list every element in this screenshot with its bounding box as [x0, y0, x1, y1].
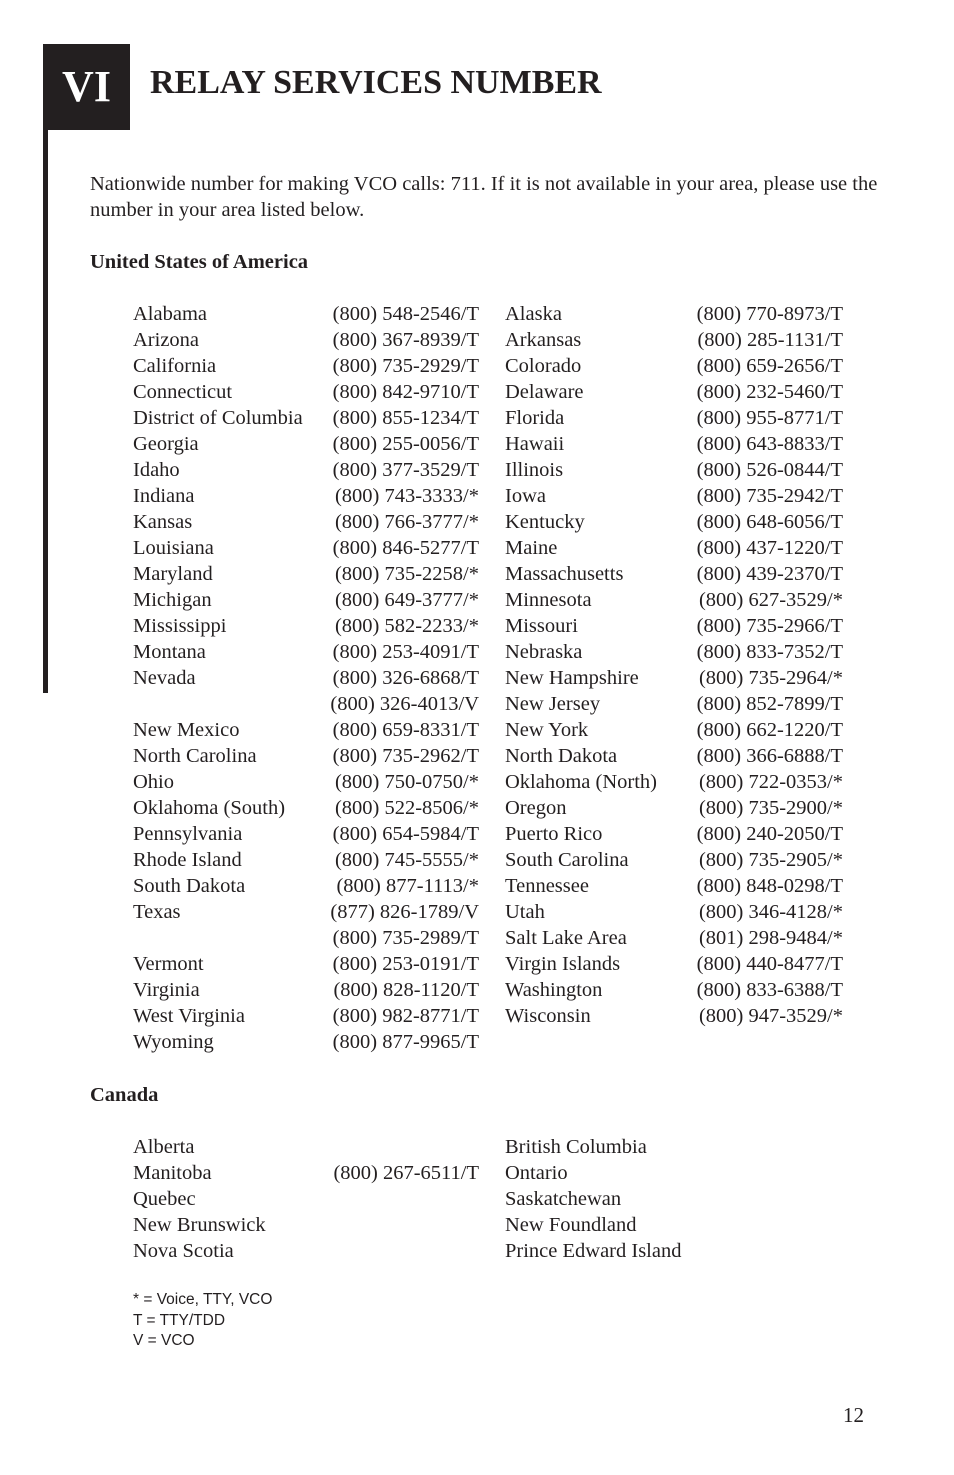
relay-number: (877) 826-1789/V: [330, 901, 479, 923]
relay-number: (800) 735-2258/*: [334, 563, 479, 585]
relay-number: (800) 750-0750/*: [334, 771, 479, 793]
page-title: RELAY SERVICES NUMBER: [150, 64, 602, 101]
table-row: [0, 873, 954, 899]
state-name: Indiana: [133, 485, 195, 507]
state-name: Colorado: [505, 355, 582, 377]
state-name: Wyoming: [133, 1031, 214, 1053]
state-name: Tennessee: [505, 875, 589, 897]
state-name: Oregon: [505, 797, 567, 819]
relay-number: (800) 659-2656/T: [696, 355, 843, 377]
table-row: [0, 405, 954, 431]
intro-paragraph: Nationwide number for making VCO calls: 711. If it is not available in your area, please use the number in your area listed below.: [90, 173, 878, 221]
relay-number: (800) 526-0844/T: [696, 459, 843, 481]
relay-number: (800) 735-2964/*: [698, 667, 843, 689]
table-row: [0, 1186, 954, 1212]
relay-number: (800) 437-1220/T: [696, 537, 843, 559]
table-row: [0, 379, 954, 405]
relay-number: (800) 326-4013/V: [330, 693, 479, 715]
state-name: Rhode Island: [133, 849, 242, 871]
table-row: [0, 691, 954, 717]
table-row: [0, 821, 954, 847]
table-row: [0, 483, 954, 509]
table-row: [0, 1134, 954, 1160]
relay-number: (800) 846-5277/T: [332, 537, 479, 559]
relay-number: (800) 842-9710/T: [332, 381, 479, 403]
relay-number: (800) 947-3529/*: [698, 1005, 843, 1027]
relay-number: (800) 326-6868/T: [332, 667, 479, 689]
state-name: Washington: [505, 979, 603, 1001]
state-name: Mississippi: [133, 615, 227, 637]
relay-number: (800) 439-2370/T: [696, 563, 843, 585]
relay-number: (800) 735-2905/*: [698, 849, 843, 871]
relay-number: (800) 770-8973/T: [696, 303, 843, 325]
state-name: New Jersey: [505, 693, 601, 715]
table-row: [0, 613, 954, 639]
state-name: Oklahoma (South): [133, 797, 286, 819]
relay-number: (800) 659-8331/T: [332, 719, 479, 741]
relay-number: (800) 648-6056/T: [696, 511, 843, 533]
relay-number: (800) 735-2989/T: [332, 927, 479, 949]
relay-number: (800) 627-3529/*: [698, 589, 843, 611]
relay-number: (800) 735-2942/T: [696, 485, 843, 507]
table-row: [0, 327, 954, 353]
table-row: [0, 951, 954, 977]
relay-number: (800) 366-6888/T: [696, 745, 843, 767]
table-row: [0, 977, 954, 1003]
state-name: Arkansas: [505, 329, 582, 351]
relay-number: (800) 346-4128/*: [698, 901, 843, 923]
relay-number: (800) 548-2546/T: [332, 303, 479, 325]
state-name: Virginia: [133, 979, 200, 1001]
relay-number: (800) 855-1234/T: [332, 407, 479, 429]
state-name: Massachusetts: [505, 563, 624, 585]
state-name: Manitoba: [133, 1162, 212, 1184]
state-name: Ohio: [133, 771, 174, 793]
relay-number: (801) 298-9484/*: [698, 927, 843, 949]
state-name: Georgia: [133, 433, 199, 455]
table-row: [0, 1238, 954, 1264]
state-name: Vermont: [133, 953, 204, 975]
table-row: [0, 509, 954, 535]
section-number-box: [43, 44, 130, 130]
state-name: Connecticut: [133, 381, 233, 403]
state-name: Arizona: [133, 329, 200, 351]
state-name: Hawaii: [505, 433, 565, 455]
state-name: Ontario: [505, 1162, 568, 1184]
table-row: [0, 353, 954, 379]
state-name: Utah: [505, 901, 545, 923]
table-row: [0, 1029, 954, 1055]
relay-number: (800) 240-2050/T: [696, 823, 843, 845]
table-row: [0, 1160, 954, 1186]
state-name: District of Columbia: [133, 407, 303, 429]
state-name: Texas: [133, 901, 181, 923]
legend-item: V = VCO: [133, 1332, 195, 1349]
state-name: Virgin Islands: [505, 953, 621, 975]
legend-item: T = TTY/TDD: [133, 1311, 226, 1329]
table-row: [0, 743, 954, 769]
state-name: Nova Scotia: [133, 1240, 234, 1262]
state-name: New Brunswick: [133, 1214, 266, 1236]
relay-number: (800) 654-5984/T: [332, 823, 479, 845]
table-row: [0, 431, 954, 457]
table-row: [0, 301, 954, 327]
relay-number: (800) 833-6388/T: [696, 979, 843, 1001]
state-name: North Carolina: [133, 745, 257, 767]
table-row: [0, 457, 954, 483]
relay-number: (800) 735-2900/*: [698, 797, 843, 819]
usa-heading: United States of America: [90, 251, 309, 273]
relay-number: (800) 735-2929/T: [332, 355, 479, 377]
state-name: Saskatchewan: [505, 1188, 622, 1210]
relay-number: (800) 582-2233/*: [334, 615, 479, 637]
state-name: Illinois: [505, 459, 564, 481]
table-row: [0, 925, 954, 951]
table-row: [0, 899, 954, 925]
page-number: 12: [843, 1403, 864, 1427]
state-name: West Virginia: [133, 1005, 245, 1027]
table-row: [0, 587, 954, 613]
relay-number: (800) 662-1220/T: [696, 719, 843, 741]
relay-number: (800) 643-8833/T: [696, 433, 843, 455]
relay-number: (800) 735-2962/T: [332, 745, 479, 767]
table-row: [0, 535, 954, 561]
table-row: [0, 795, 954, 821]
relay-number: (800) 255-0056/T: [332, 433, 479, 455]
state-name: Michigan: [133, 589, 212, 611]
state-name: South Dakota: [133, 875, 246, 897]
state-name: South Carolina: [505, 849, 629, 871]
state-name: Alberta: [133, 1136, 195, 1158]
state-name: Maine: [505, 537, 558, 559]
state-name: New York: [505, 719, 589, 741]
relay-number: (800) 877-9965/T: [332, 1031, 479, 1053]
relay-number: (800) 232-5460/T: [696, 381, 843, 403]
relay-number: (800) 285-1131/T: [697, 329, 843, 351]
legend-item: * = Voice, TTY, VCO: [133, 1291, 273, 1308]
relay-number: (800) 253-4091/T: [332, 641, 479, 663]
relay-number: (800) 745-5555/*: [334, 849, 479, 871]
state-name: Nevada: [133, 667, 196, 689]
state-name: Idaho: [133, 459, 180, 481]
state-name: British Columbia: [505, 1136, 647, 1158]
table-row: [0, 1212, 954, 1238]
relay-number: (800) 828-1120/T: [333, 979, 479, 1001]
state-name: New Mexico: [133, 719, 240, 741]
relay-number: (800) 955-8771/T: [696, 407, 843, 429]
state-name: Missouri: [505, 615, 578, 637]
state-name: New Hampshire: [505, 667, 639, 689]
state-name: Florida: [505, 407, 565, 429]
state-name: Montana: [133, 641, 206, 663]
table-row: [0, 1003, 954, 1029]
state-name: Wisconsin: [505, 1005, 591, 1027]
state-name: Pennsylvania: [133, 823, 243, 845]
state-name: North Dakota: [505, 745, 618, 767]
canada-heading: Canada: [90, 1084, 159, 1106]
relay-number: (800) 440-8477/T: [696, 953, 843, 975]
relay-number: (800) 377-3529/T: [332, 459, 479, 481]
relay-number: (800) 848-0298/T: [696, 875, 843, 897]
relay-number: (800) 735-2966/T: [696, 615, 843, 637]
state-name: Oklahoma (North): [505, 771, 657, 793]
relay-number: (800) 743-3333/*: [334, 485, 479, 507]
state-name: Kansas: [133, 511, 193, 533]
legend: [133, 1290, 272, 1352]
state-name: California: [133, 355, 217, 377]
relay-number: (800) 367-8939/T: [332, 329, 479, 351]
relay-number: (800) 267-6511/T: [333, 1162, 479, 1184]
state-name: Minnesota: [505, 589, 592, 611]
state-name: Quebec: [133, 1188, 196, 1210]
relay-number: (800) 649-3777/*: [334, 589, 479, 611]
table-row: [0, 847, 954, 873]
relay-number: (800) 522-8506/*: [334, 797, 479, 819]
state-name: Maryland: [133, 563, 213, 585]
relay-number: (800) 982-8771/T: [332, 1005, 479, 1027]
state-name: Alabama: [133, 303, 207, 325]
state-name: Louisiana: [133, 537, 214, 559]
state-name: Delaware: [505, 381, 584, 403]
relay-number: (800) 852-7899/T: [696, 693, 843, 715]
state-name: Alaska: [505, 303, 562, 325]
state-name: Kentucky: [505, 511, 585, 533]
table-row: [0, 561, 954, 587]
table-row: [0, 769, 954, 795]
table-row: [0, 639, 954, 665]
relay-number: (800) 833-7352/T: [696, 641, 843, 663]
table-row: [0, 665, 954, 691]
section-numeral: VI: [62, 62, 111, 111]
table-row: [0, 717, 954, 743]
state-name: Iowa: [505, 485, 546, 507]
relay-number: (800) 877-1113/*: [336, 875, 479, 897]
state-name: New Foundland: [505, 1214, 637, 1236]
relay-number: (800) 253-0191/T: [332, 953, 479, 975]
state-name: Salt Lake Area: [505, 927, 627, 949]
state-name: Prince Edward Island: [505, 1240, 682, 1262]
state-name: Puerto Rico: [505, 823, 603, 845]
state-name: Nebraska: [505, 641, 583, 663]
relay-number: (800) 722-0353/*: [698, 771, 843, 793]
relay-number: (800) 766-3777/*: [334, 511, 479, 533]
